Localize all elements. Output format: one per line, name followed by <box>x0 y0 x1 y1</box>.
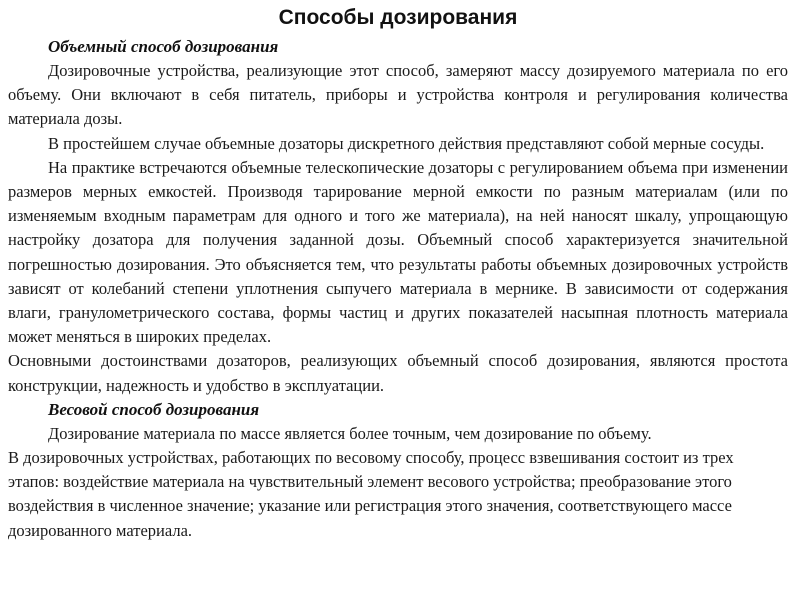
section-heading-weight: Весовой способ дозирования <box>48 399 260 419</box>
section-volumetric <box>8 35 788 398</box>
section-weight <box>8 398 788 543</box>
section-heading-volumetric: Объемный способ дозирования <box>48 37 279 56</box>
paragraph-volumetric-practice: На практике встречаются объемные телескопические дозаторы с регулированием объема при изменении размеров мерных емкостей. Производя тарирование мерной емкости по разным материалам (или по изменяемым входным параметрам для одного и того же материала), на ней наносят шкалу, упрощающую настройку дозатора для получения заданной дозы. Объемный способ характеризуется значительной погрешностью дозирования. Это объясняется тем, что результаты работы объемных дозировочных устройств зависят от колебаний степени уплотнения сыпучего материала в мернике. В зависимости от содержания влаги, гранулометрического состава, формы частиц и других показателей насыпная плотность материала может меняться в широких пределах. <box>8 157 788 347</box>
paragraph-weight-stages: В дозировочных устройствах, работающих по весовому способу, процесс взвешивания состоит из трех этапов: воздействие материала на чувствительный элемент весового устройства; преобразование этого воздействия в численное значение; указание или регистрация этого значения, соответствующего массе дозированного материала. <box>8 448 734 540</box>
paragraph-volumetric-advantages: Основными достоинствами дозаторов, реализующих объемный способ дозирования, являются простота конструкции, надежность и удобство в эксплуатации. <box>8 351 788 395</box>
paragraph-volumetric-simplest: В простейшем случае объемные дозаторы дискретного действия представляют собой мерные сосуды. <box>48 133 765 153</box>
paragraph-volumetric-definition: Дозировочные устройства, реализующие этот способ, замеряют массу дозируемого материала по его объему. Они включают в себя питатель, приборы и устройства контроля и регулирования количества материала дозы. <box>8 61 788 129</box>
paragraph-weight-accuracy: Дозирование материала по массе является более точным, чем дозирование по объему. <box>48 423 652 443</box>
page-title: Способы дозирования <box>278 6 518 29</box>
